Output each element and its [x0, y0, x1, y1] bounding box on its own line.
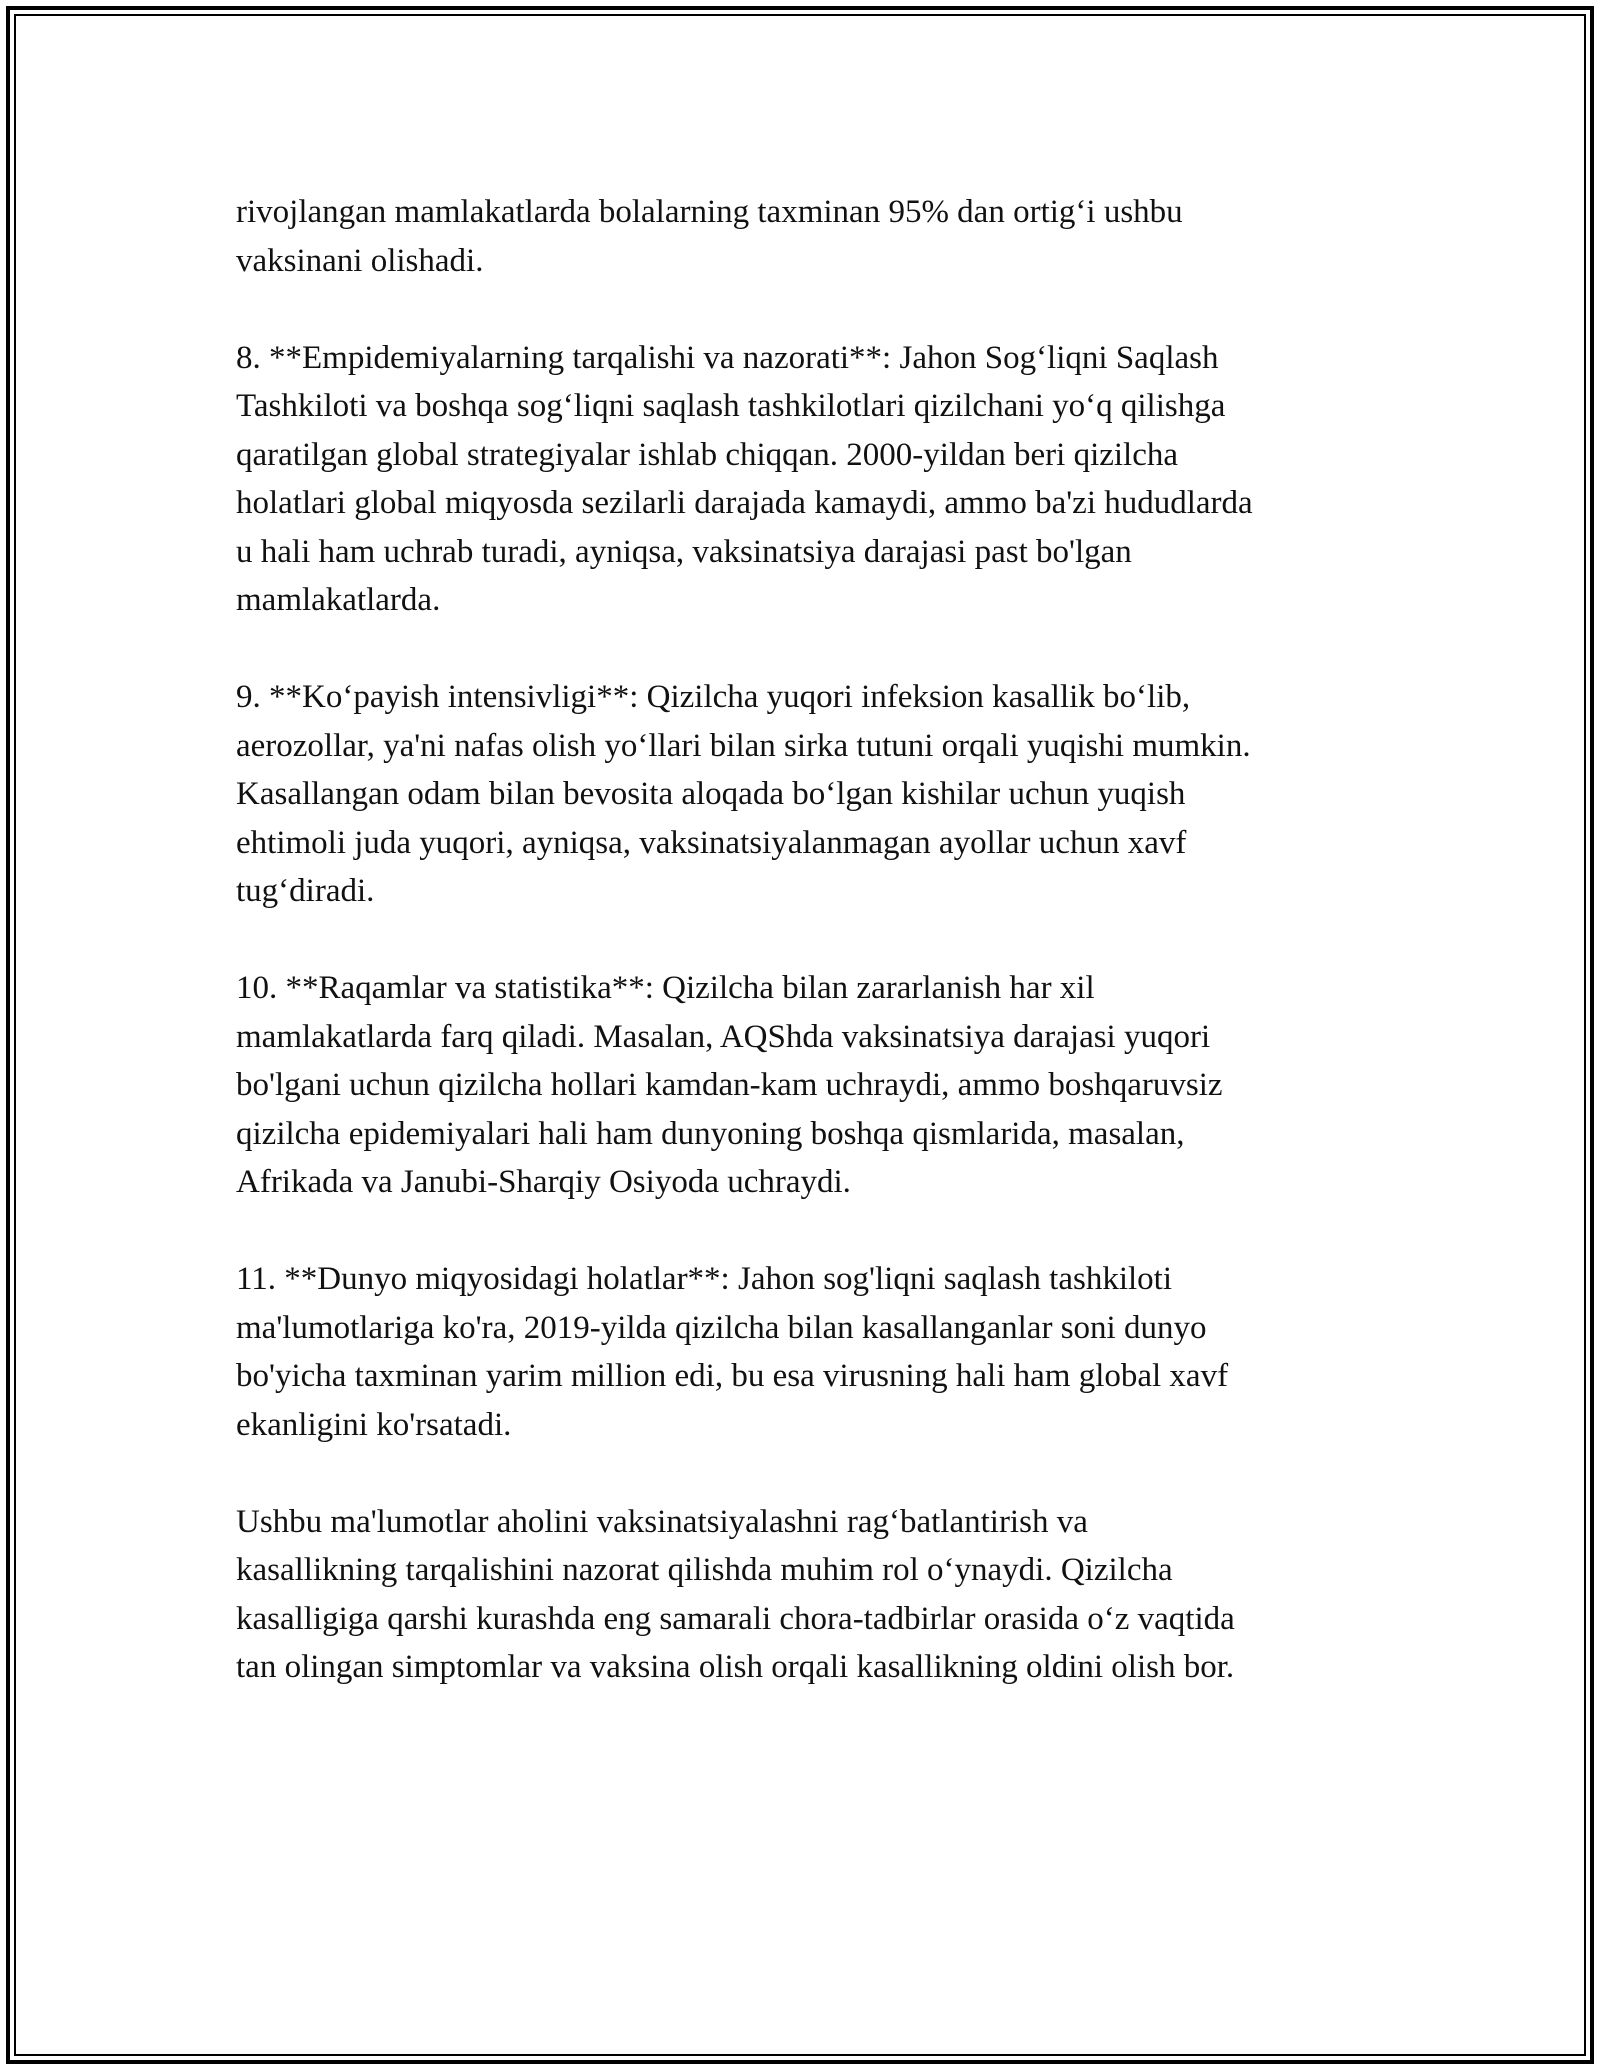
document-body: [236, 188, 1376, 1692]
paragraph-worldwide-cases: 11. **Dunyo miqyosidagi holatlar**: Jahon sog'liqni saqlash tashkiloti ma'lumotlariga ko'ra, 2019-yilda qizilcha bilan kasallanganlar soni dunyo bo'yicha taxminan yarim million edi, bu esa virusning hali ham global xavf ekanligini ko'rsatadi.: [236, 1261, 1229, 1443]
paragraph-conclusion: Ushbu ma'lumotlar aholini vaksinatsiyalashni rag‘batlantirish va kasallikning tarqalishini nazorat qilishda muhim rol o‘ynaydi. Qizilcha kasalligiga qarshi kurashda eng samarali chora-tadbirlar orasida o‘z vaqtida tan olingan simptomlar va vaksina olish orqali kasallikning oldini olish bor.: [236, 1503, 1235, 1685]
paragraph-numbers-statistics: 10. **Raqamlar va statistika**: Qizilcha bilan zararlanish har xil mamlakatlarda farq qiladi. Masalan, AQShda vaksinatsiya darajasi yuqori bo'lgani uchun qizilcha hollari kamdan-kam uchraydi, ammo boshqaruvsiz qizilcha epidemiyalari hali ham dunyoning boshqa qismlarida, masalan, Afrikada va Janubi-Sharqiy Osiyoda uchraydi.: [236, 970, 1223, 1200]
paragraph-epidemic-spread-control: 8. **Empidemiyalarning tarqalishi va nazorati**: Jahon Sog‘liqni Saqlash Tashkiloti va boshqa sog‘liqni saqlash tashkilotlari qizilchani yo‘q qilishga qaratilgan global strategiyalar ishlab chiqqan. 2000-yildan beri qizilcha holatlari global miqyosda sezilarli darajada kamaydi, ammo ba'zi hududlarda u hali ham uchrab turadi, ayniqsa, vaksinatsiya darajasi past bo'lgan mamlakatlarda.: [236, 339, 1253, 618]
paragraph-vaccination-rate: rivojlangan mamlakatlarda bolalarning taxminan 95% dan ortig‘i ushbu vaksinani olishadi.: [236, 194, 1183, 279]
paragraph-transmission-intensity: 9. **Ko‘payish intensivligi**: Qizilcha yuqori infeksion kasallik bo‘lib, aerozollar, ya'ni nafas olish yo‘llari bilan sirka tutuni orqali yuqishi mumkin. Kasallangan odam bilan bevosita aloqada bo‘lgan kishilar uchun yuqish ehtimoli juda yuqori, ayniqsa, vaksinatsiyalanmagan ayollar uchun xavf tug‘diradi.: [236, 679, 1251, 909]
